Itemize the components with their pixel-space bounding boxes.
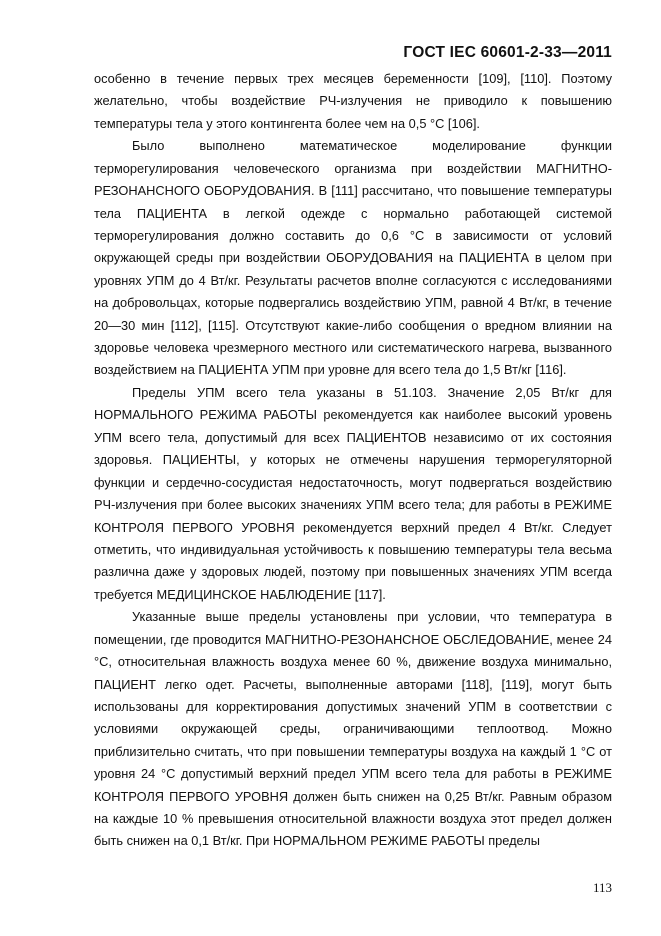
paragraph-continuation: особенно в течение первых трех месяцев беременности [109], [110]. Поэтому желательно, чтобы воздействие РЧ-излучения не приводило к повышению температуры тела у этого контингента более чем на 0,5 °С [106]. <box>94 71 612 131</box>
page-number: 113 <box>592 880 612 895</box>
paragraph-thermoregulation-modeling: Было выполнено математическое моделирование функции терморегулирования человеческого организма при воздействии МАГНИТНО-РЕЗОНАНСНОГО ОБОРУДОВАНИЯ. В [111] рассчитано, что повышение температуры тела ПАЦИЕНТА в легкой одежде с нормально работающей системой терморегулирования должно составить до 0,6 °С в зависимости от условий окружающей среды при воздействии ОБОРУДОВАНИЯ на ПАЦИЕНТА в целом при уровнях УПМ до 4 Вт/кг. Результаты расчетов вполне согласуются с исследованиями на добровольцах, которые подвергались воздействию УПМ, равной 4 Вт/кг, в течение 20—30 мин [112], [115]. Отсутствуют какие-либо сообщения о вредном влиянии на здоровье человека чрезмерного местного или систематического нагрева, вызванного воздействием на ПАЦИЕНТА УПМ при уровне для всего тела до 1,5 Вт/кг [116]. <box>94 138 612 378</box>
document-header: ГОСТ IEC 60601-2-33—2011 <box>403 44 612 61</box>
paragraph-environment-conditions: Указанные выше пределы установлены при условии, что температура в помещении, где проводится МАГНИТНО-РЕЗОНАНСНОЕ ОБСЛЕДОВАНИЕ, менее 24 °С, относительная влажность воздуха менее 60 %, движение воздуха минимально, ПАЦИЕНТ легко одет. Расчеты, выполненные авторами [118], [119], могут быть использованы для корректирования допустимых значений УПМ в соответствии с условиями окружающей среды, ограничивающими теплоотвод. Можно приблизительно считать, что при повышении температуры воздуха на каждый 1 °С от уровня 24 °С допустимый верхний предел УПМ всего тела для работы в РЕЖИМЕ КОНТРОЛЯ ПЕРВОГО УРОВНЯ должен быть снижен на 0,25 Вт/кг. Равным образом на каждые 10 % превышения относительной влажности воздуха этот предел должен быть снижен на 0,1 Вт/кг. При НОРМАЛЬНОМ РЕЖИМЕ РАБОТЫ пределы <box>94 609 612 849</box>
page-body <box>94 68 612 853</box>
paragraph-sar-limits: Пределы УПМ всего тела указаны в 51.103. Значение 2,05 Вт/кг для НОРМАЛЬНОГО РЕЖИМА РАБОТЫ рекомендуется как наиболее высокий уровень УПМ всего тела, допустимый для всех ПАЦИЕНТОВ независимо от их состояния здоровья. ПАЦИЕНТЫ, у которых не отмечены нарушения терморегуляторной функции и сердечно-сосудистая недостаточность, могут подвергаться воздействию РЧ-излучения при более высоких значениях УПМ всего тела; для работы в РЕЖИМЕ КОНТРОЛЯ ПЕРВОГО УРОВНЯ рекомендуется верхний предел 4 Вт/кг. Следует отметить, что индивидуальная устойчивость к повышению температуры тела весьма различна даже у здоровых людей, поэтому при повышенных значениях УПМ всегда требуется МЕДИЦИНСКОЕ НАБЛЮДЕНИЕ [117]. <box>94 385 612 602</box>
